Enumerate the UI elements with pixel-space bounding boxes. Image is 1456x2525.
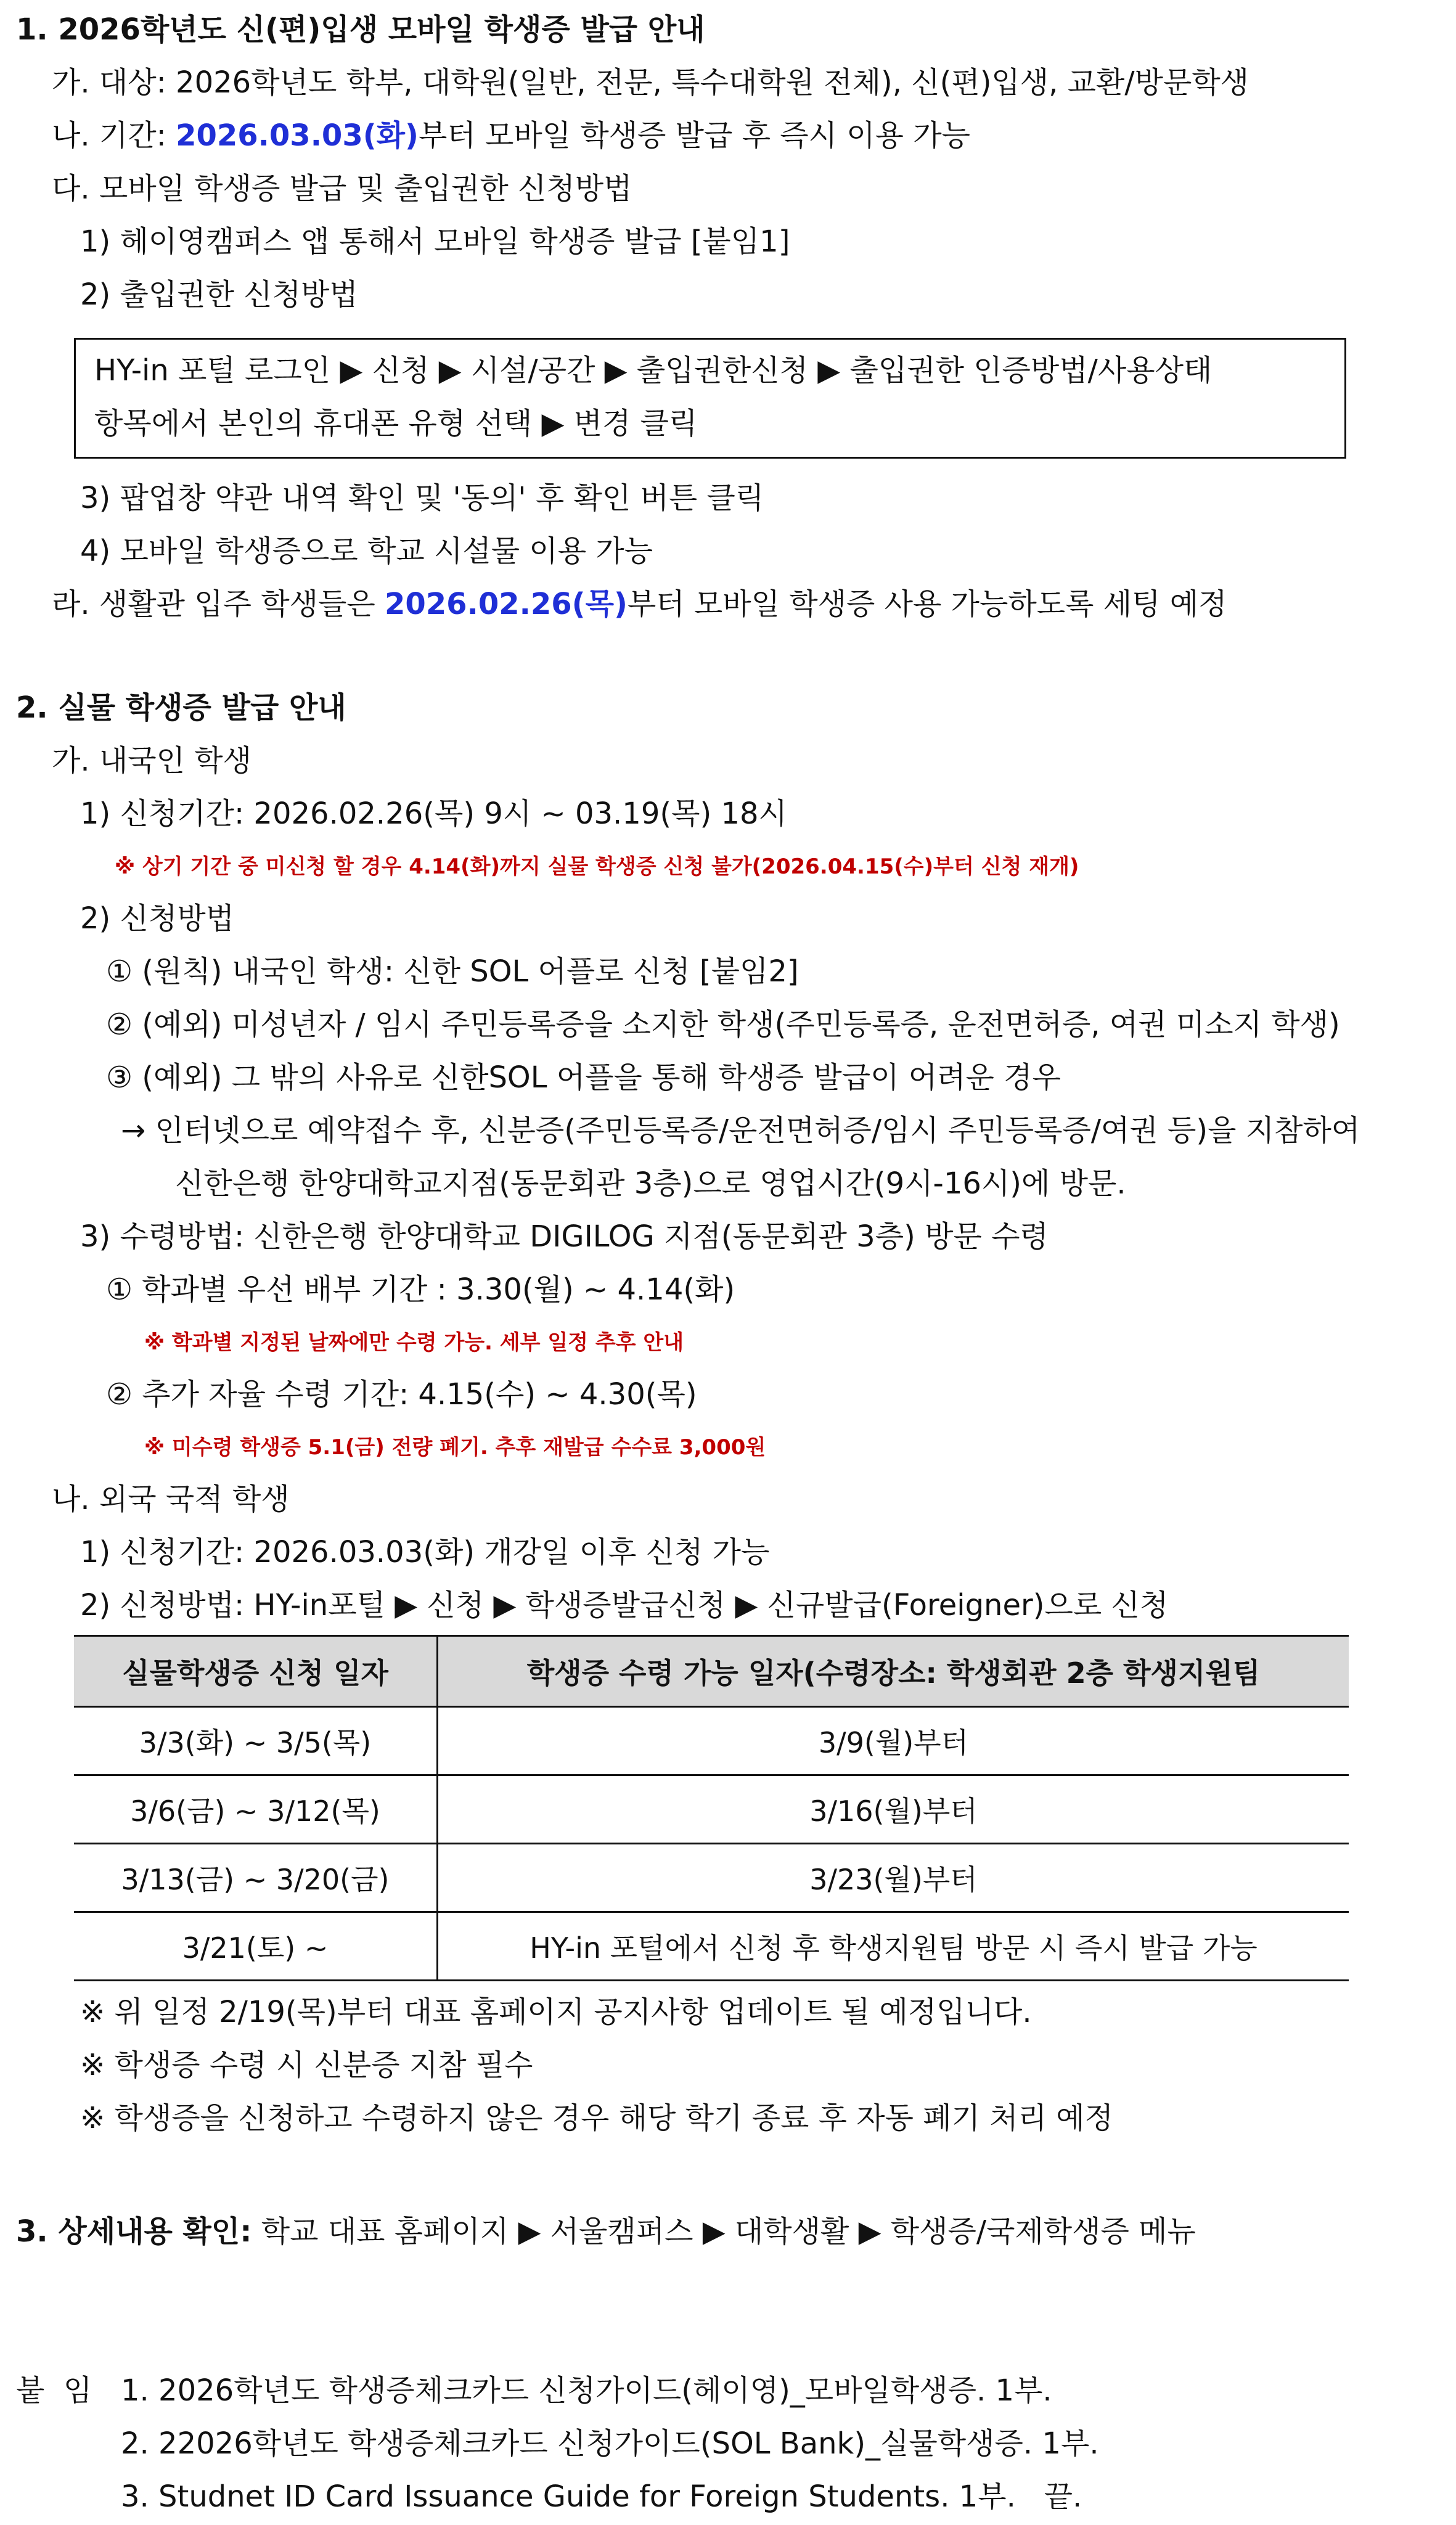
s1-dormitory-label: 라. 생활관 입주 학생들은 bbox=[52, 587, 385, 621]
attachments-label: 붙 임 bbox=[16, 2373, 92, 2408]
section-2-title: 2. 실물 학생증 발급 안내 bbox=[16, 690, 346, 725]
section-1-title: 1. 2026학년도 신(편)입생 모바일 학생증 발급 안내 bbox=[16, 12, 705, 47]
table-header-row bbox=[74, 1636, 1349, 1707]
s2-method-arrow-line1: → 인터넷으로 예약접수 후, 신분증(주민등록증/운전면허증/임시 주민등록증/여권 등)을 지참하여 bbox=[121, 1113, 1360, 1148]
attachment-item-3: 3. Studnet ID Card Issuance Guide for Foreign Students. 1부. 끝. bbox=[121, 2479, 1082, 2514]
s2-foreign-period: 1) 신청기간: 2026.03.03(화) 개강일 이후 신청 가능 bbox=[80, 1535, 770, 1569]
table-header-pickup-date: 학생증 수령 가능 일자(수령장소: 학생회관 2층 학생지원팀 bbox=[438, 1636, 1349, 1707]
s1-dormitory-suffix: 부터 모바일 학생증 사용 가능하도록 세팅 예정 bbox=[627, 587, 1227, 621]
s2-domestic-heading: 가. 내국인 학생 bbox=[52, 743, 252, 778]
s2-method-arrow-line2: 신한은행 한양대학교지점(동문회관 3층)으로 영업시간(9시-16시)에 방문. bbox=[175, 1166, 1126, 1201]
s2-receipt-priority-note: ※ 학과별 지정된 날짜에만 수령 가능. 세부 일정 추후 안내 bbox=[144, 1330, 684, 1355]
attachment-item-1: 1. 2026학년도 학생증체크카드 신청가이드(헤이영)_모바일학생증. 1부. bbox=[121, 2373, 1052, 2408]
s2-method-principle: ① (원칙) 내국인 학생: 신한 SOL 어플로 신청 [붙임2] bbox=[106, 954, 799, 989]
s1-method-step3: 3) 팝업창 약관 내역 확인 및 '동의' 후 확인 버튼 클릭 bbox=[80, 481, 764, 515]
table-cell-apply: 3/6(금) ~ 3/12(목) bbox=[74, 1775, 438, 1844]
access-procedure-box bbox=[74, 338, 1346, 459]
table-header-apply-date: 실물학생증 신청 일자 bbox=[74, 1636, 438, 1707]
s1-method-heading: 다. 모바일 학생증 발급 및 출입권한 신청방법 bbox=[52, 171, 632, 206]
s1-period bbox=[52, 117, 970, 154]
s1-period-label: 나. 기간: bbox=[52, 118, 176, 153]
s2-domestic-period: 1) 신청기간: 2026.02.26(목) 9시 ~ 03.19(목) 18시 bbox=[80, 796, 787, 831]
table-cell-apply: 3/13(금) ~ 3/20(금) bbox=[74, 1844, 438, 1912]
s2-foreign-method: 2) 신청방법: HY-in포털 ▶ 신청 ▶ 학생증발급신청 ▶ 신규발급(Foreigner)으로 신청 bbox=[80, 1588, 1169, 1623]
table-cell-pickup: 3/23(월)부터 bbox=[438, 1844, 1349, 1912]
section-3-path: 학교 대표 홈페이지 ▶ 서울캠퍼스 ▶ 대학생활 ▶ 학생증/국제학생증 메뉴 bbox=[252, 2214, 1196, 2249]
s2-method-exception1: ② (예외) 미성년자 / 임시 주민등록증을 소지한 학생(주민등록증, 운전면허증, 여권 미소지 학생) bbox=[106, 1007, 1340, 1042]
access-procedure-line2: 항목에서 본인의 휴대폰 유형 선택 ▶ 변경 클릭 bbox=[94, 406, 698, 441]
s2-receipt-priority: ① 학과별 우선 배부 기간 : 3.30(월) ~ 4.14(화) bbox=[106, 1272, 735, 1307]
table-cell-apply: 3/21(토) ~ bbox=[74, 1912, 438, 1981]
s2-receipt-additional-note: ※ 미수령 학생증 5.1(금) 전량 폐기. 추후 재발급 수수료 3,000원 bbox=[144, 1435, 766, 1460]
s1-target: 가. 대상: 2026학년도 학부, 대학원(일반, 전문, 특수대학원 전체), 신(편)입생, 교환/방문학생 bbox=[52, 65, 1249, 100]
attachment-item-2: 2. 22026학년도 학생증체크카드 신청가이드(SOL Bank)_실물학생증. 1부. bbox=[121, 2426, 1099, 2461]
s2-domestic-method: 2) 신청방법 bbox=[80, 901, 234, 936]
s2-receipt-method: 3) 수령방법: 신한은행 한양대학교 DIGILOG 지점(동문회관 3층) 방문 수령 bbox=[80, 1219, 1049, 1254]
s1-period-date: 2026.03.03(화) bbox=[176, 118, 419, 153]
table-row bbox=[74, 1912, 1349, 1981]
s1-method-step1: 1) 헤이영캠퍼스 앱 통해서 모바일 학생증 발급 [붙임1] bbox=[80, 224, 790, 259]
foreign-student-schedule-table bbox=[74, 1635, 1349, 1981]
table-row bbox=[74, 1844, 1349, 1912]
s2-receipt-additional: ② 추가 자율 수령 기간: 4.15(수) ~ 4.30(목) bbox=[106, 1377, 697, 1412]
s2-note-schedule-update: ※ 위 일정 2/19(목)부터 대표 홈페이지 공지사항 업데이트 될 예정입니다. bbox=[80, 1995, 1032, 2029]
s1-dormitory bbox=[52, 586, 1227, 623]
table-cell-apply: 3/3(화) ~ 3/5(목) bbox=[74, 1707, 438, 1775]
s2-note-id-required: ※ 학생증 수령 시 신분증 지참 필수 bbox=[80, 2048, 533, 2082]
section-3-title: 3. 상세내용 확인: bbox=[16, 2214, 252, 2249]
table-row bbox=[74, 1775, 1349, 1844]
table-cell-pickup: 3/9(월)부터 bbox=[438, 1707, 1349, 1775]
s1-method-step4: 4) 모바일 학생증으로 학교 시설물 이용 가능 bbox=[80, 534, 653, 568]
section-3 bbox=[16, 2213, 1196, 2250]
access-procedure-line1: HY-in 포털 로그인 ▶ 신청 ▶ 시설/공간 ▶ 출입권한신청 ▶ 출입권한 인증방법/사용상태 bbox=[94, 353, 1213, 388]
s2-domestic-period-note: ※ 상기 기간 중 미신청 할 경우 4.14(화)까지 실물 학생증 신청 불가(2026.04.15(수)부터 신청 재개) bbox=[115, 854, 1079, 879]
s2-method-exception2: ③ (예외) 그 밖의 사유로 신한SOL 어플을 통해 학생증 발급이 어려운 경우 bbox=[106, 1060, 1061, 1095]
table-cell-pickup: HY-in 포털에서 신청 후 학생지원팀 방문 시 즉시 발급 가능 bbox=[438, 1912, 1349, 1981]
s1-dormitory-date: 2026.02.26(목) bbox=[384, 587, 628, 621]
table-row bbox=[74, 1707, 1349, 1775]
table-cell-pickup: 3/16(월)부터 bbox=[438, 1775, 1349, 1844]
s2-note-auto-disposal: ※ 학생증을 신청하고 수령하지 않은 경우 해당 학기 종료 후 자동 폐기 처리 예정 bbox=[80, 2101, 1113, 2135]
s1-period-suffix: 부터 모바일 학생증 발급 후 즉시 이용 가능 bbox=[418, 118, 971, 153]
s2-foreign-heading: 나. 외국 국적 학생 bbox=[52, 1482, 290, 1516]
s1-method-step2: 2) 출입권한 신청방법 bbox=[80, 277, 358, 312]
